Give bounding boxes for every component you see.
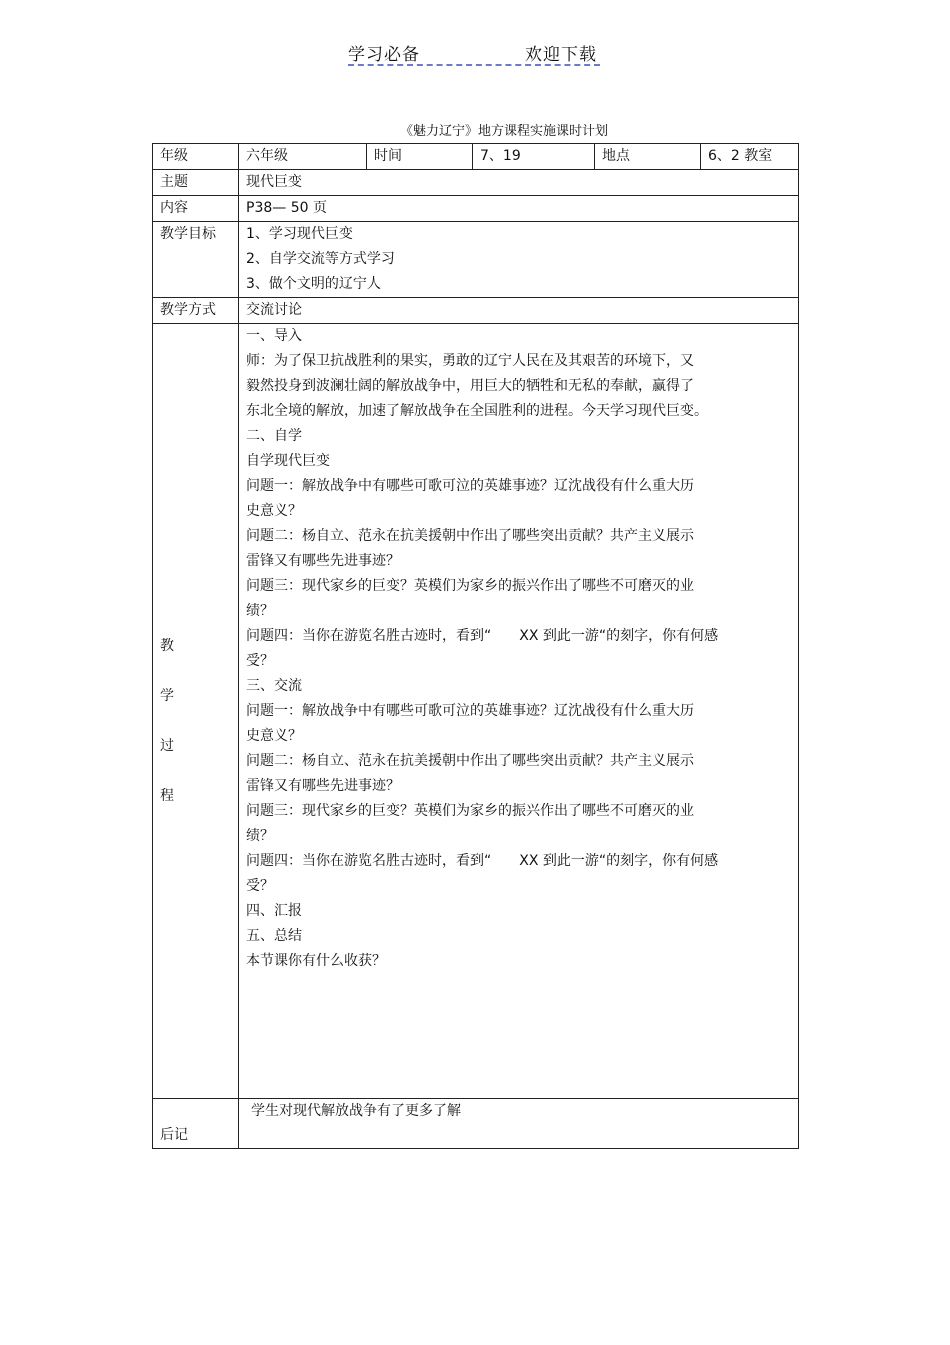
process-line: 受？ xyxy=(246,653,274,669)
process-label-char: 学 xyxy=(160,688,174,704)
afterword-value: 学生对现代解放战争有了更多了解 xyxy=(239,1099,799,1149)
goal-item: 1、学习现代巨变 xyxy=(246,226,353,242)
goals-list xyxy=(239,222,799,298)
page-header xyxy=(348,40,600,66)
process-label-char: 过 xyxy=(160,738,174,754)
place-value: 6、2 教室 xyxy=(701,144,799,170)
content-label: 内容 xyxy=(153,196,239,222)
process-line: 东北全境的解放，加速了解放战争在全国胜利的进程。今天学习现代巨变。 xyxy=(246,403,708,419)
method-label: 教学方式 xyxy=(153,298,239,324)
method-value: 交流讨论 xyxy=(239,298,799,324)
process-line: 三、交流 xyxy=(246,678,302,694)
process-line: 四、汇报 xyxy=(246,903,302,919)
process-line: 问题一：解放战争中有哪些可歌可泣的英雄事迹？辽沈战役有什么重大历 xyxy=(246,703,694,719)
process-line: 雷锋又有哪些先进事迹？ xyxy=(246,553,400,569)
process-line: 问题四：当你在游览名胜古迹时，看到“ XX 到此一游“的刻字，你有何感 xyxy=(246,628,719,644)
header-left-text: 学习必备 xyxy=(348,45,420,65)
process-line: 问题一：解放战争中有哪些可歌可泣的英雄事迹？辽沈战役有什么重大历 xyxy=(246,478,694,494)
process-line: 问题四：当你在游览名胜古迹时，看到“ XX 到此一游“的刻字，你有何感 xyxy=(246,853,719,869)
topic-label: 主题 xyxy=(153,170,239,196)
grade-label: 年级 xyxy=(153,144,239,170)
content-row xyxy=(153,196,799,222)
grade-value: 六年级 xyxy=(239,144,367,170)
process-line: 绩？ xyxy=(246,828,274,844)
place-label: 地点 xyxy=(595,144,701,170)
process-line: 史意义？ xyxy=(246,728,302,744)
process-line: 史意义？ xyxy=(246,503,302,519)
goals-label: 教学目标 xyxy=(153,222,239,298)
process-line: 师：为了保卫抗战胜利的果实，勇敢的辽宁人民在及其艰苦的环境下，又 xyxy=(246,353,694,369)
process-line: 一、导入 xyxy=(246,328,302,344)
afterword-row xyxy=(153,1099,799,1149)
process-line: 问题二：杨自立、范永在抗美援朝中作出了哪些突出贡献？共产主义展示 xyxy=(246,753,694,769)
time-value: 7、19 xyxy=(473,144,595,170)
process-line: 自学现代巨变 xyxy=(246,453,330,469)
process-line: 受？ xyxy=(246,878,274,894)
grade-row xyxy=(153,144,799,170)
process-line: 问题二：杨自立、范永在抗美援朝中作出了哪些突出贡献？共产主义展示 xyxy=(246,528,694,544)
goal-item: 2、自学交流等方式学习 xyxy=(246,251,395,267)
method-row xyxy=(153,298,799,324)
document-title: 《魅力辽宁》地方课程实施课时计划 xyxy=(400,124,609,139)
process-line: 毅然投身到波澜壮阔的解放战争中，用巨大的牺牲和无私的奉献，赢得了 xyxy=(246,378,694,394)
process-line: 问题三：现代家乡的巨变？英模们为家乡的振兴作出了哪些不可磨灭的业 xyxy=(246,578,694,594)
header-right-text: 欢迎下载 xyxy=(525,45,597,65)
time-label: 时间 xyxy=(367,144,473,170)
header-underline xyxy=(348,64,600,66)
process-line: 本节课你有什么收获？ xyxy=(246,953,386,969)
process-row xyxy=(153,324,799,1099)
process-line: 雷锋又有哪些先进事迹？ xyxy=(246,778,400,794)
content-value: P38— 50 页 xyxy=(239,196,799,222)
process-line: 问题三：现代家乡的巨变？英模们为家乡的振兴作出了哪些不可磨灭的业 xyxy=(246,803,694,819)
topic-row xyxy=(153,170,799,196)
process-content xyxy=(239,324,799,1099)
topic-value: 现代巨变 xyxy=(239,170,799,196)
afterword-label: 后记 xyxy=(153,1099,239,1149)
process-line: 二、自学 xyxy=(246,428,302,444)
process-label-char: 程 xyxy=(160,788,174,804)
process-label-char: 教 xyxy=(160,638,174,654)
process-label xyxy=(153,324,239,1099)
process-line: 五、总结 xyxy=(246,928,302,944)
goal-item: 3、做个文明的辽宁人 xyxy=(246,276,381,292)
goals-row xyxy=(153,222,799,298)
lesson-plan-table xyxy=(152,143,799,1149)
process-line: 绩？ xyxy=(246,603,274,619)
